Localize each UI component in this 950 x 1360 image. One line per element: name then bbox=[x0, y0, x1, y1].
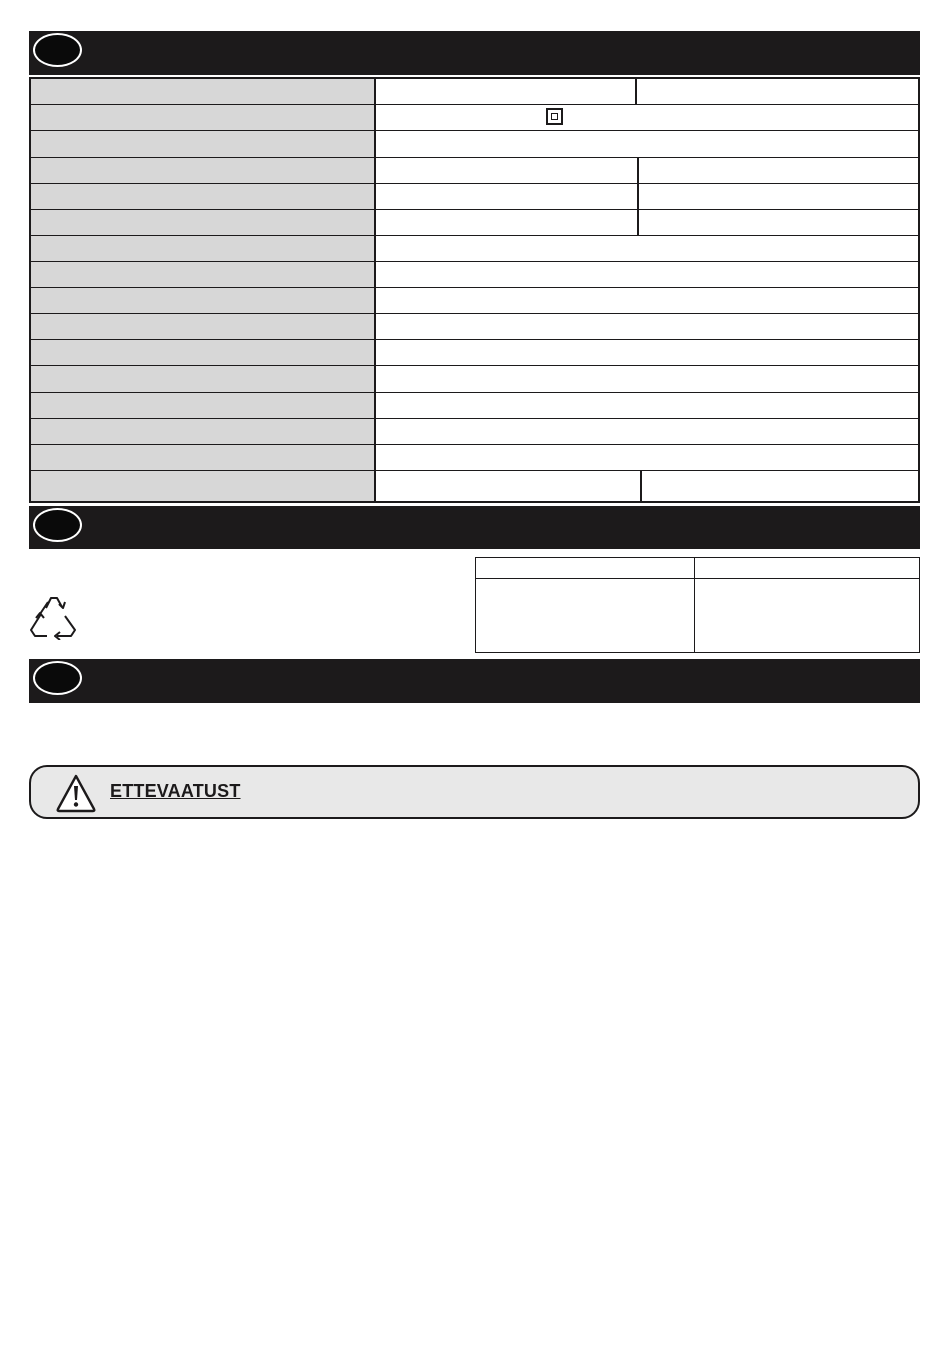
spec-value bbox=[376, 131, 918, 157]
spec-value bbox=[376, 210, 637, 235]
spec-label bbox=[31, 79, 376, 104]
spec-label bbox=[31, 210, 376, 235]
spec-label bbox=[31, 419, 376, 444]
section-header-operation bbox=[29, 659, 920, 703]
warning-triangle-icon bbox=[55, 773, 97, 813]
spec-value bbox=[376, 419, 918, 444]
spec-value bbox=[376, 288, 918, 313]
spec-row bbox=[31, 209, 918, 235]
spec-value bbox=[376, 236, 918, 261]
spec-row bbox=[31, 418, 918, 444]
spec-label bbox=[31, 445, 376, 470]
spec-label bbox=[31, 236, 376, 261]
spec-row bbox=[31, 130, 918, 157]
spec-value bbox=[376, 158, 637, 183]
spec-value bbox=[637, 79, 918, 104]
spec-value bbox=[376, 393, 918, 418]
spec-label bbox=[31, 184, 376, 209]
spec-row bbox=[31, 183, 918, 209]
spec-label bbox=[31, 262, 376, 287]
spec-row bbox=[31, 313, 918, 339]
spec-row bbox=[31, 470, 918, 501]
spec-row bbox=[31, 392, 918, 418]
spec-row bbox=[31, 287, 918, 313]
spec-value bbox=[376, 445, 918, 470]
spec-value bbox=[376, 366, 918, 392]
spec-row bbox=[31, 444, 918, 470]
spec-value bbox=[376, 184, 637, 209]
spec-label bbox=[31, 471, 376, 501]
spec-row bbox=[31, 104, 918, 130]
section-badge bbox=[33, 33, 82, 67]
spec-label bbox=[31, 314, 376, 339]
caution-label: ETTEVAATUST bbox=[110, 781, 241, 801]
section-badge bbox=[33, 508, 82, 542]
spec-row bbox=[31, 235, 918, 261]
spec-label bbox=[31, 393, 376, 418]
section-badge bbox=[33, 661, 82, 695]
recycle-icon bbox=[27, 592, 79, 640]
spec-value bbox=[376, 262, 918, 287]
spec-label bbox=[31, 366, 376, 392]
spec-label bbox=[31, 131, 376, 157]
spec-label bbox=[31, 105, 376, 130]
spec-label bbox=[31, 288, 376, 313]
specification-table bbox=[29, 77, 920, 503]
spec-row bbox=[31, 339, 918, 365]
spec-value bbox=[639, 210, 918, 235]
spec-value bbox=[639, 158, 918, 183]
spec-value bbox=[642, 471, 918, 501]
spec-row bbox=[31, 261, 918, 287]
packaging-materials-table bbox=[475, 557, 920, 653]
table-column-divider bbox=[694, 558, 695, 652]
section-header-environment bbox=[29, 506, 920, 549]
spec-value bbox=[376, 105, 918, 130]
section-header-specifications bbox=[29, 31, 920, 75]
spec-value bbox=[376, 471, 640, 501]
spec-label bbox=[31, 158, 376, 183]
spec-value bbox=[639, 184, 918, 209]
spec-row bbox=[31, 365, 918, 392]
spec-value bbox=[376, 340, 918, 365]
spec-row bbox=[31, 157, 918, 183]
spec-row bbox=[31, 79, 918, 104]
spec-value bbox=[376, 314, 918, 339]
class-ii-double-insulation-icon bbox=[546, 108, 563, 125]
spec-value bbox=[376, 79, 635, 104]
spec-label bbox=[31, 340, 376, 365]
table-header-rule bbox=[476, 578, 919, 579]
caution-banner bbox=[29, 765, 920, 819]
